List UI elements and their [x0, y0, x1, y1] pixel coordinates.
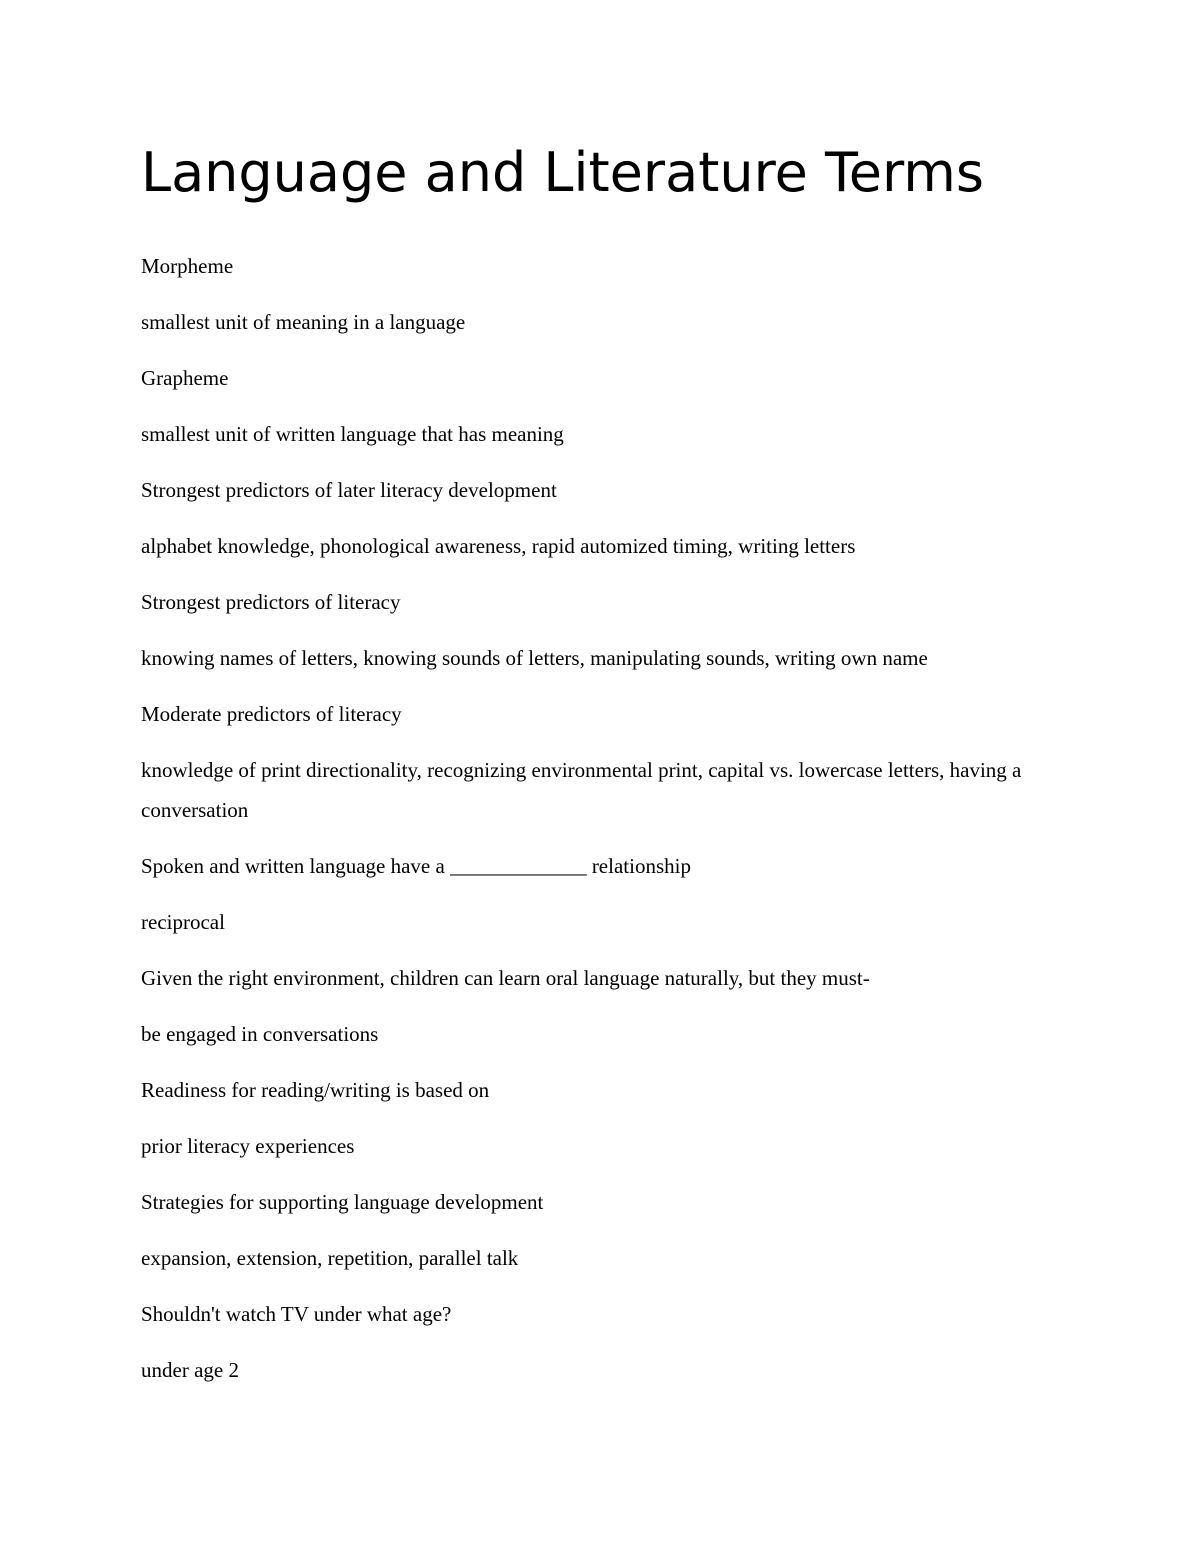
- term-supporting-language-development: Strategies for supporting language development: [141, 1190, 544, 1214]
- definition-strongest-predictors-literacy: knowing names of letters, knowing sounds of letters, manipulating sounds, writing own name: [141, 646, 928, 670]
- definition-moderate-predictors-literacy: knowledge of print directionality, recognizing environmental print, capital vs. lowercase letters, having a conversation: [141, 758, 1022, 822]
- definition-strongest-predictors-later-literacy: alphabet knowledge, phonological awareness, rapid automized timing, writing letters: [141, 534, 856, 558]
- term-grapheme: Grapheme: [141, 366, 229, 390]
- definition-oral-language-naturally: be engaged in conversations: [141, 1022, 379, 1046]
- definition-supporting-language-development: expansion, extension, repetition, parallel talk: [141, 1246, 519, 1270]
- term-strongest-predictors-literacy: Strongest predictors of literacy: [141, 590, 401, 614]
- term-morpheme: Morpheme: [141, 254, 234, 278]
- term-readiness-reading-writing: Readiness for reading/writing is based on: [141, 1078, 490, 1102]
- definition-spoken-written-relationship: reciprocal: [141, 910, 225, 934]
- terms-list: [141, 246, 1061, 1406]
- term-tv-age: Shouldn't watch TV under what age?: [141, 1302, 452, 1326]
- definition-readiness-reading-writing: prior literacy experiences: [141, 1134, 355, 1158]
- term-moderate-predictors-literacy: Moderate predictors of literacy: [141, 702, 402, 726]
- term-spoken-written-relationship: Spoken and written language have a _____________ relationship: [141, 854, 691, 878]
- term-strongest-predictors-later-literacy: Strongest predictors of later literacy development: [141, 478, 557, 502]
- definition-morpheme: smallest unit of meaning in a language: [141, 310, 466, 334]
- definition-grapheme: smallest unit of written language that has meaning: [141, 422, 564, 446]
- term-oral-language-naturally: Given the right environment, children can learn oral language naturally, but they must-: [141, 966, 870, 990]
- document-title: Language and Literature Terms: [141, 141, 985, 204]
- definition-tv-age: under age 2: [141, 1358, 239, 1382]
